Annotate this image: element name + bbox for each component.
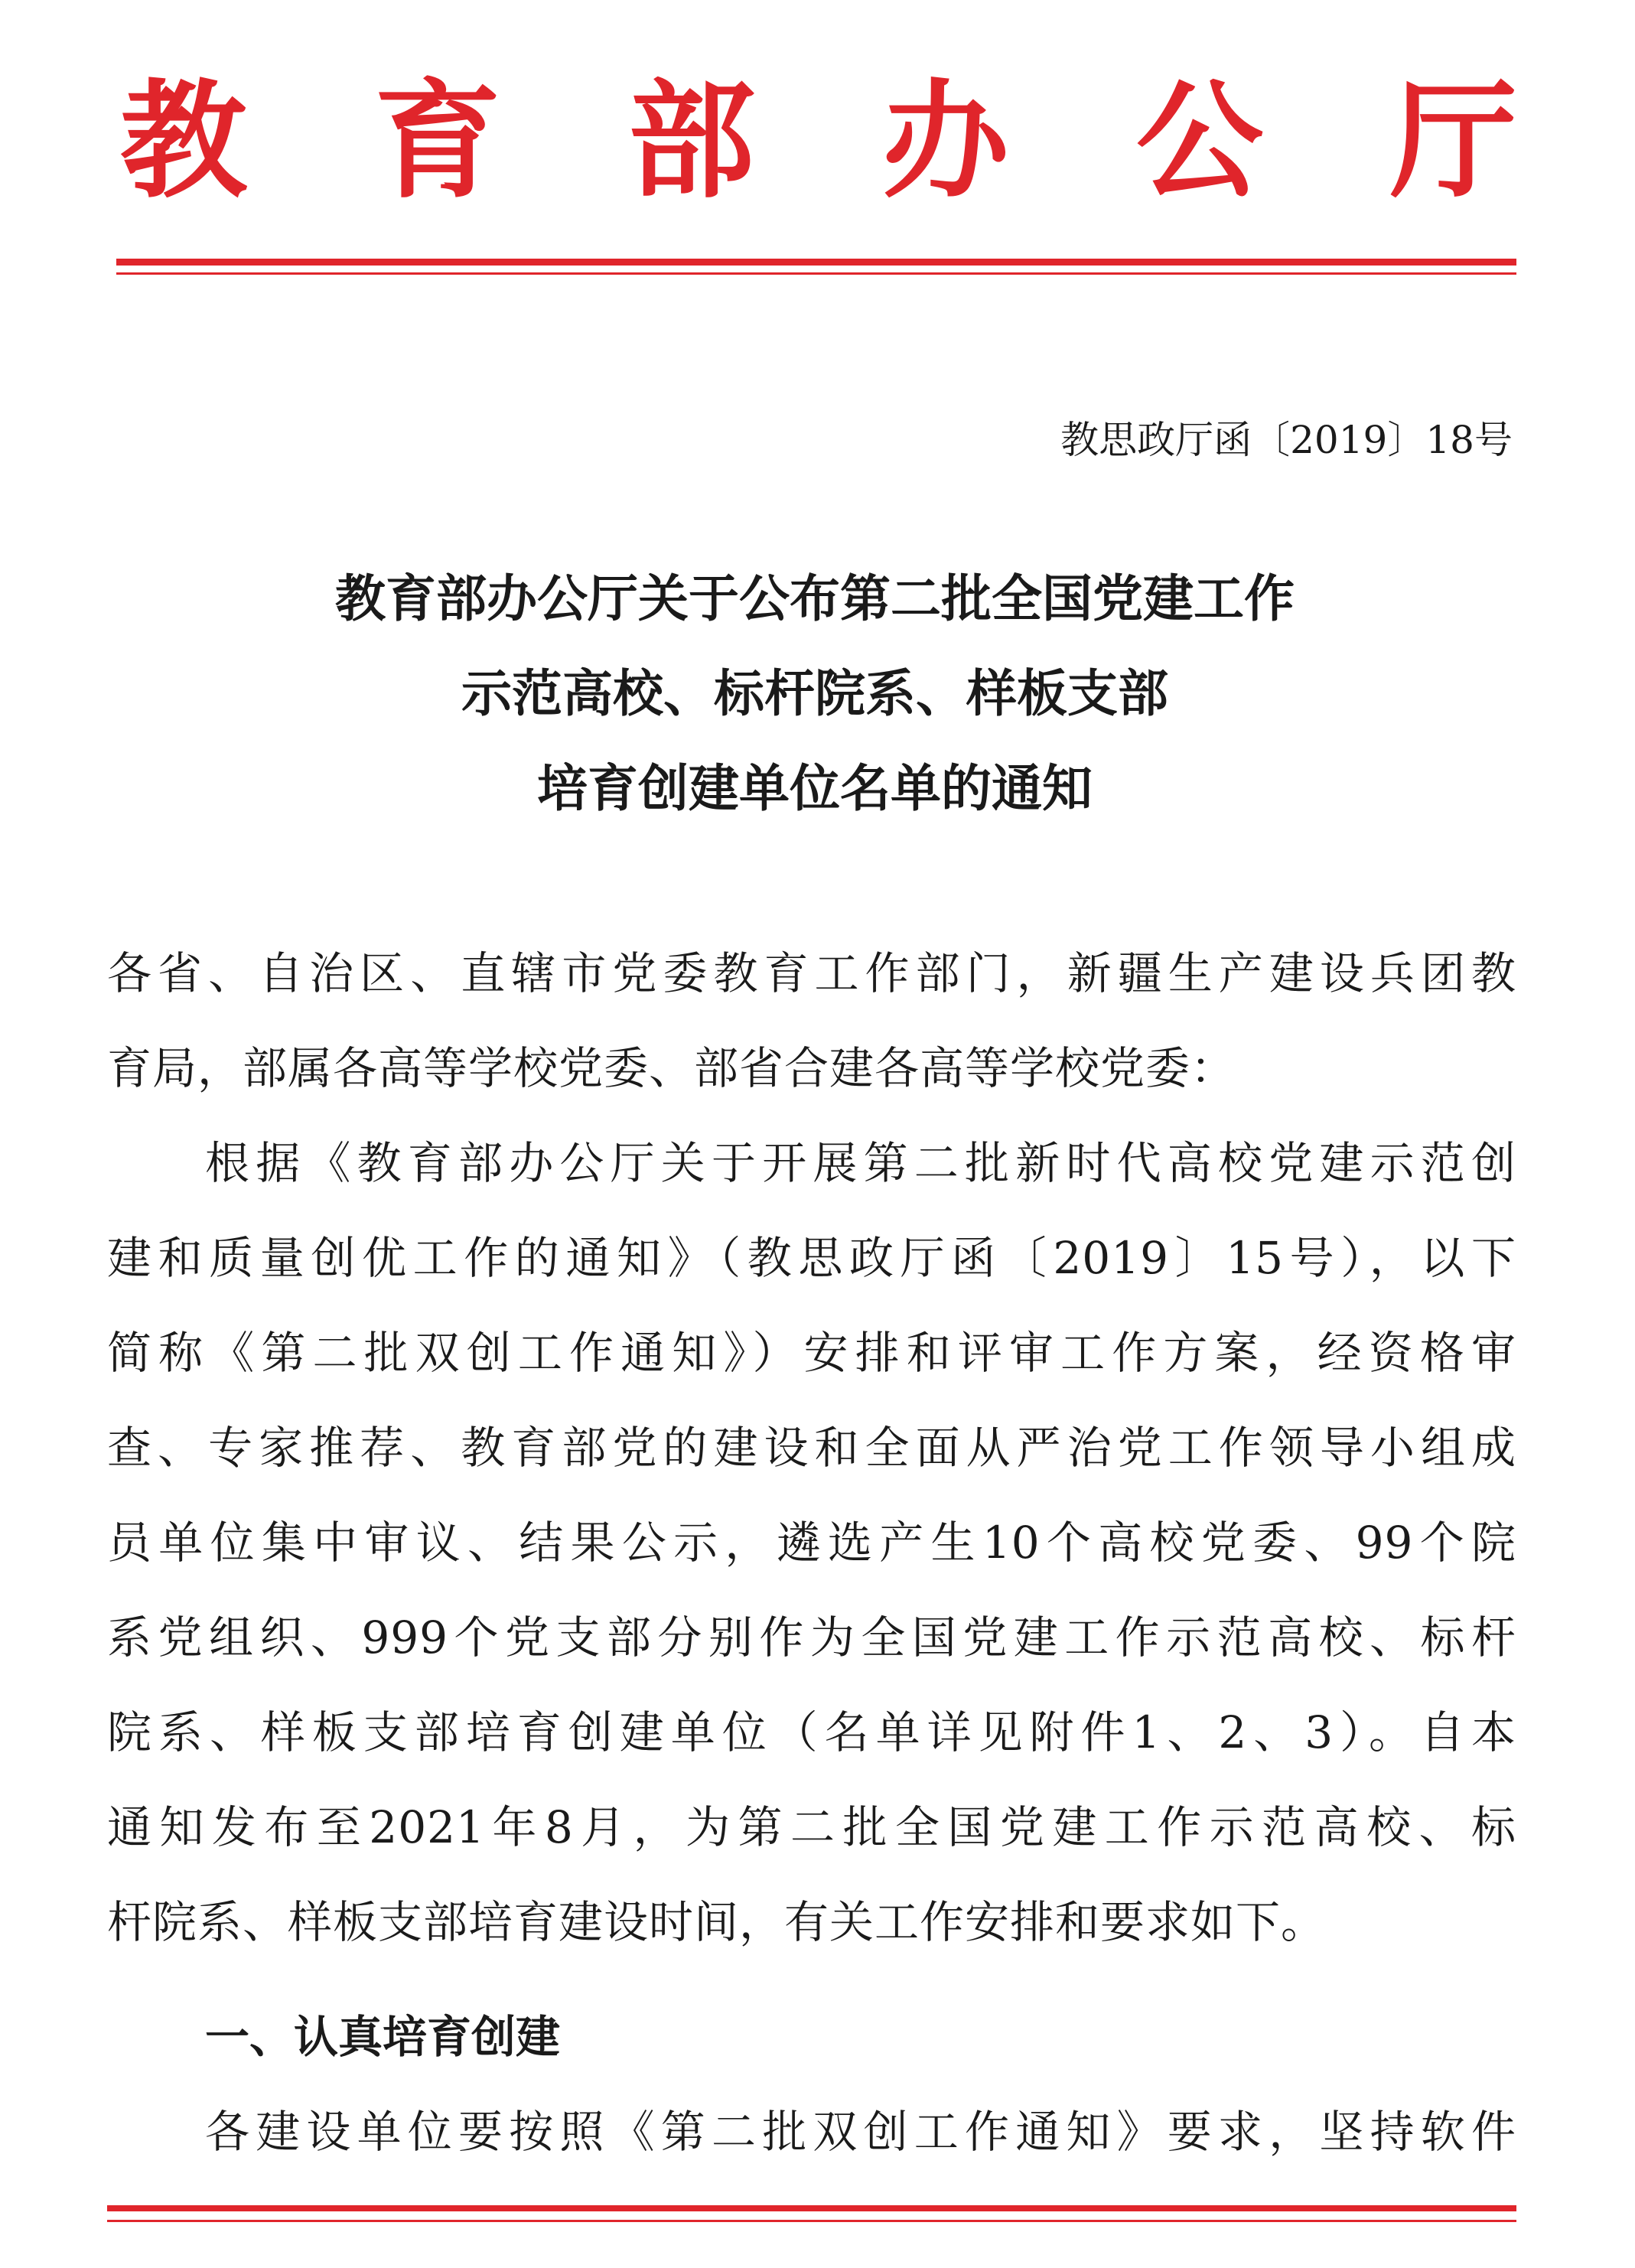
body-line: 杆院系、样板支部培育建设时间，有关工作安排和要求如下。 xyxy=(107,1896,1327,1948)
body-line: 各省、自治区、直辖市党委教育工作部门，新疆生产建设兵团教 xyxy=(107,947,1516,999)
body-line: 系党组织、999个党支部分别作为全国党建工作示范高校、标杆 xyxy=(107,1611,1516,1664)
body-line: 建和质量创优工作的通知》（教思政厅函〔2019〕15号），以下 xyxy=(107,1232,1516,1284)
header-char: 部 xyxy=(628,67,755,216)
body-line: 查、专家推荐、教育部党的建设和全面从严治党工作领导小组成 xyxy=(107,1422,1516,1474)
section-heading: 一、认真培育创建 xyxy=(205,2011,561,2063)
header-char: 厅 xyxy=(1390,67,1517,216)
document-number: 教思政厅函〔2019〕18号 xyxy=(1060,418,1513,462)
header-char: 教 xyxy=(120,67,247,216)
title-line: 示范高校、标杆院系、样板支部 xyxy=(461,663,1168,723)
body-line: 院系、样板支部培育创建单位（名单详见附件1、2、3）。自本 xyxy=(107,1706,1516,1758)
footer-divider-thick xyxy=(107,2205,1516,2211)
body-line: 通知发布至2021年8月，为第二批全国党建工作示范高校、标 xyxy=(107,1801,1516,1853)
body-line: 育局，部属各高等学校党委、部省合建各高等学校党委： xyxy=(107,1042,1236,1094)
body-line: 员单位集中审议、结果公示，遴选产生10个高校党委、99个院 xyxy=(107,1517,1516,1569)
header-divider-thin xyxy=(116,272,1516,275)
title-line: 培育创建单位名单的通知 xyxy=(537,758,1093,818)
header-char: 办 xyxy=(882,67,1009,216)
body-line: 根据《教育部办公厅关于开展第二批新时代高校党建示范创 xyxy=(205,1137,1516,1189)
body-line: 各建设单位要按照《第二批双创工作通知》要求，坚持软件 xyxy=(205,2106,1516,2158)
body-line: 简称《第二批双创工作通知》）安排和评审工作方案，经资格审 xyxy=(107,1327,1516,1379)
issuing-authority-header xyxy=(115,67,1523,216)
document-title xyxy=(115,551,1515,836)
footer-divider-thin xyxy=(107,2220,1516,2222)
header-char: 育 xyxy=(374,67,501,216)
header-divider-thick xyxy=(116,259,1516,266)
header-char: 公 xyxy=(1136,67,1263,216)
title-line: 教育部办公厅关于公布第二批全国党建工作 xyxy=(335,569,1295,628)
